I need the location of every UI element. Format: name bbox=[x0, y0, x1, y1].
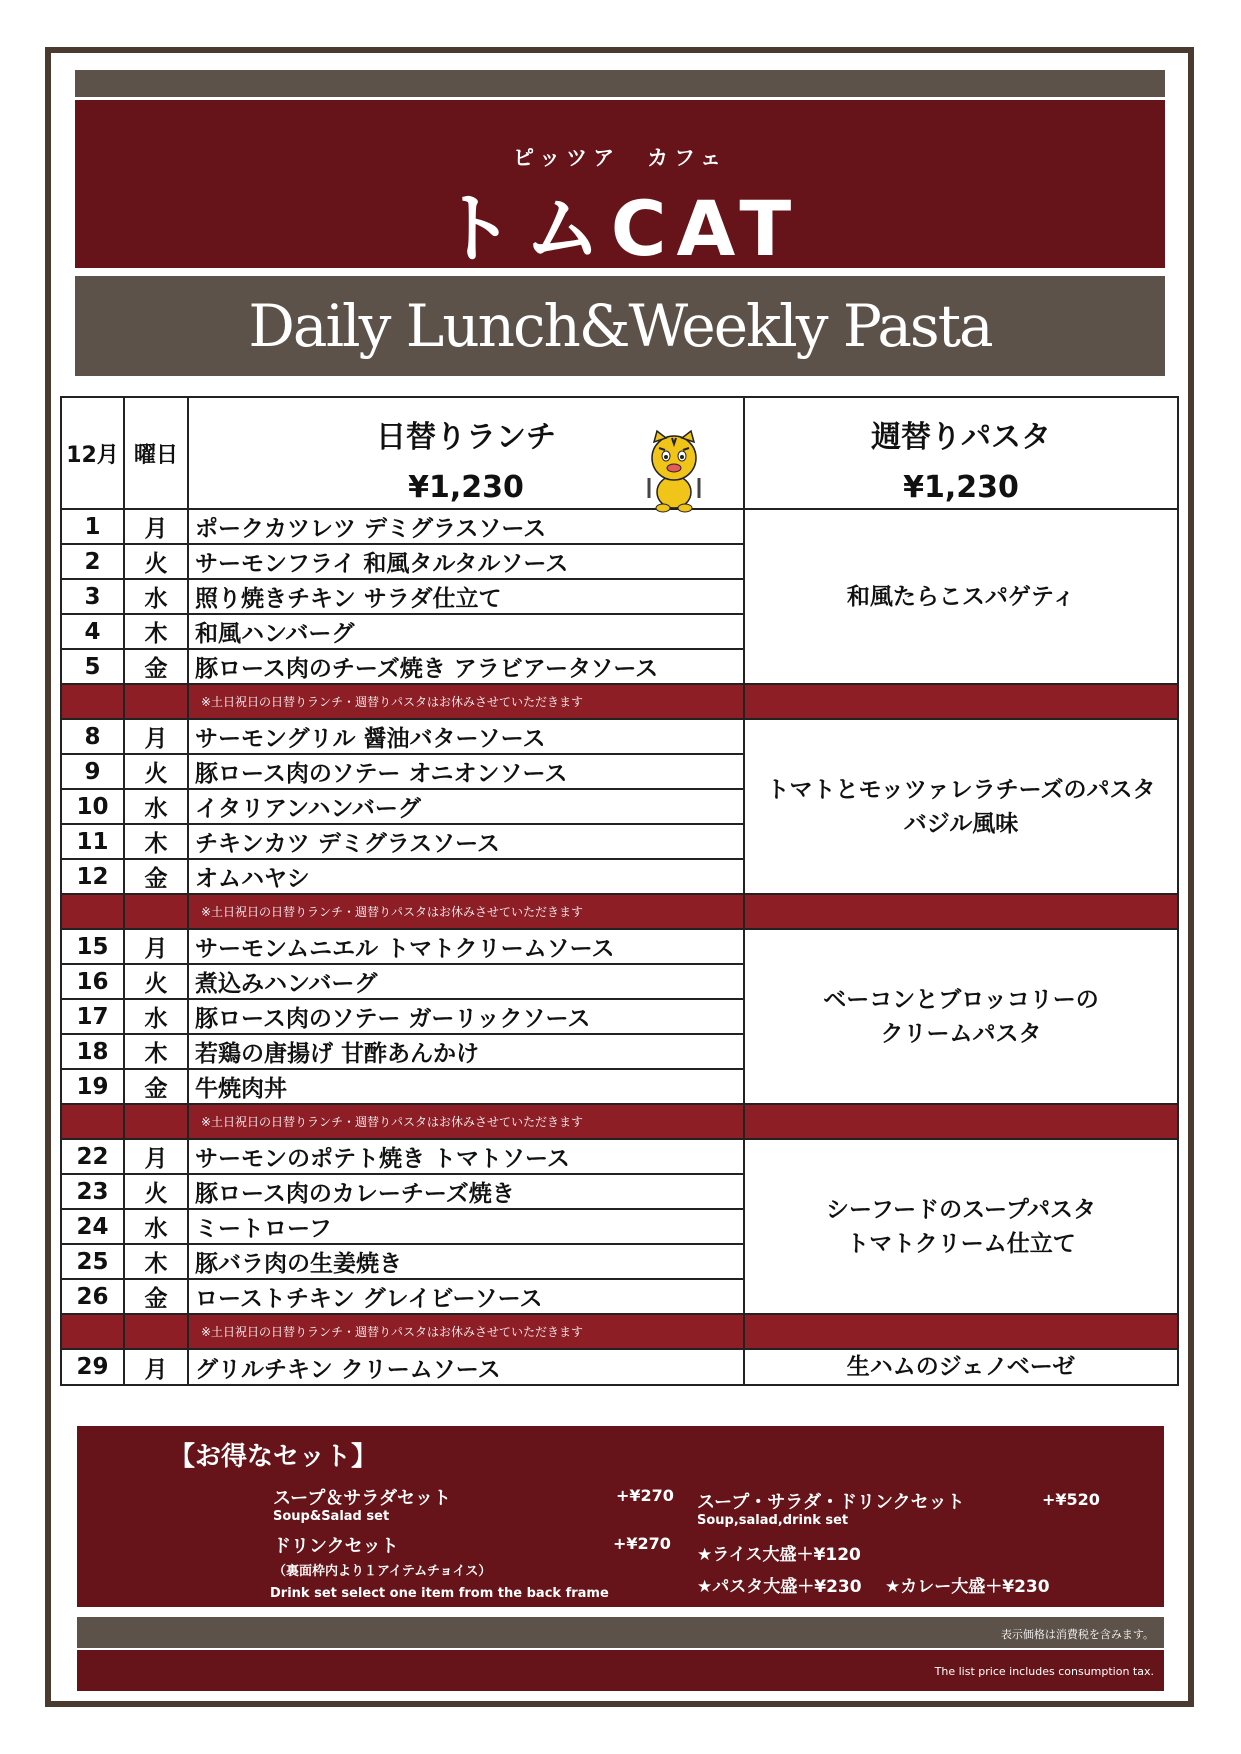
curry-large-option: ★カレー大盛＋¥230 bbox=[885, 1577, 1050, 1597]
day-weekday: 月 bbox=[124, 719, 188, 754]
daily-lunch-dish: サーモンフライ 和風タルタルソース bbox=[188, 544, 744, 579]
weekly-pasta-cell bbox=[744, 719, 1178, 894]
day-date: 24 bbox=[61, 1209, 124, 1244]
tiger-mascot-icon bbox=[639, 428, 709, 514]
month-header: 12月 bbox=[61, 397, 124, 509]
weekend-closed-row bbox=[61, 684, 1178, 719]
soup-salad-set-price: +¥270 bbox=[616, 1486, 674, 1505]
footer-bar-bottom bbox=[77, 1650, 1164, 1691]
daily-lunch-header bbox=[188, 397, 744, 509]
weekly-pasta-line: 和風たらこスパゲティ bbox=[846, 583, 1076, 610]
weekly-pasta-line: シーフードのスープパスタ bbox=[825, 1196, 1097, 1223]
day-date: 22 bbox=[61, 1139, 124, 1174]
separator-cell bbox=[61, 1104, 124, 1139]
weekly-pasta-line: クリームパスタ bbox=[880, 1020, 1042, 1047]
day-weekday: 月 bbox=[124, 509, 188, 544]
set-heading: 【お得なセット】 bbox=[169, 1442, 378, 1472]
daily-lunch-dish: オムハヤシ bbox=[188, 859, 744, 894]
weekly-pasta-line: トマトとモッツァレラチーズのパスタ bbox=[766, 776, 1156, 803]
pasta-large-option: ★パスタ大盛＋¥230 bbox=[697, 1577, 862, 1597]
separator-cell bbox=[124, 894, 188, 929]
day-date: 29 bbox=[61, 1349, 124, 1385]
daily-lunch-dish: サーモンのポテト焼き トマトソース bbox=[188, 1139, 744, 1174]
weekend-closed-note: ※土日祝日の日替りランチ・週替りパスタはお休みさせていただきます bbox=[188, 894, 744, 929]
daily-lunch-dish: 豚ロース肉のソテー オニオンソース bbox=[188, 754, 744, 789]
separator-cell bbox=[124, 1104, 188, 1139]
daily-lunch-dish: 豚ロース肉のカレーチーズ焼き bbox=[188, 1174, 744, 1209]
daily-lunch-dish: 照り焼きチキン サラダ仕立て bbox=[188, 579, 744, 614]
soup-salad-set-name: スープ＆サラダセット bbox=[273, 1488, 452, 1509]
weekly-pasta-cell bbox=[744, 509, 1178, 684]
table-row bbox=[61, 509, 1178, 544]
day-date: 16 bbox=[61, 964, 124, 999]
tax-note-jp: 表示価格は消費税を含みます。 bbox=[1000, 1628, 1154, 1641]
set-menu-box bbox=[77, 1426, 1164, 1607]
daily-lunch-dish: 豚ロース肉のチーズ焼き アラビアータソース bbox=[188, 649, 744, 684]
table-row bbox=[61, 1139, 1178, 1174]
daily-lunch-dish: 牛焼肉丼 bbox=[188, 1069, 744, 1104]
day-date: 1 bbox=[61, 509, 124, 544]
day-weekday: 金 bbox=[124, 1279, 188, 1314]
daily-lunch-dish: 煮込みハンバーグ bbox=[188, 964, 744, 999]
weekly-pasta-header bbox=[744, 397, 1178, 509]
separator-cell bbox=[61, 894, 124, 929]
day-weekday: 金 bbox=[124, 859, 188, 894]
day-weekday: 金 bbox=[124, 1069, 188, 1104]
separator-cell bbox=[744, 894, 1178, 929]
drink-set-note: （裏面枠内より１アイテムチョイス） bbox=[273, 1564, 492, 1579]
weekend-closed-note: ※土日祝日の日替りランチ・週替りパスタはお休みさせていただきます bbox=[188, 684, 744, 719]
table-row bbox=[61, 929, 1178, 964]
day-date: 5 bbox=[61, 649, 124, 684]
table-header-row bbox=[61, 397, 1178, 509]
separator-cell bbox=[124, 1314, 188, 1349]
day-weekday: 木 bbox=[124, 1034, 188, 1069]
weekly-pasta-line: 生ハムのジェノベーゼ bbox=[846, 1354, 1076, 1380]
daily-lunch-price: ¥1,230 bbox=[408, 469, 524, 505]
day-weekday: 木 bbox=[124, 614, 188, 649]
day-weekday: 月 bbox=[124, 929, 188, 964]
daily-lunch-dish: イタリアンハンバーグ bbox=[188, 789, 744, 824]
table-row bbox=[61, 719, 1178, 754]
table-row bbox=[61, 1349, 1178, 1385]
top-bar bbox=[75, 70, 1165, 97]
day-weekday: 火 bbox=[124, 964, 188, 999]
footer-bar-top bbox=[77, 1617, 1164, 1648]
drink-set-price: +¥270 bbox=[613, 1534, 671, 1553]
daily-lunch-dish: サーモングリル 醤油バターソース bbox=[188, 719, 744, 754]
rice-large-option: ★ライス大盛＋¥120 bbox=[697, 1545, 861, 1565]
day-date: 4 bbox=[61, 614, 124, 649]
weekly-pasta-cell bbox=[744, 1349, 1178, 1385]
weekend-closed-row bbox=[61, 1104, 1178, 1139]
day-weekday: 水 bbox=[124, 999, 188, 1034]
daily-lunch-dish: サーモンムニエル トマトクリームソース bbox=[188, 929, 744, 964]
soup-salad-set-en: Soup&Salad set bbox=[273, 1509, 390, 1524]
day-date: 10 bbox=[61, 789, 124, 824]
day-date: 18 bbox=[61, 1034, 124, 1069]
shop-logo-title: トムCAT bbox=[438, 184, 802, 273]
separator-cell bbox=[61, 684, 124, 719]
day-date: 12 bbox=[61, 859, 124, 894]
weekend-closed-note: ※土日祝日の日替りランチ・週替りパスタはお休みさせていただきます bbox=[188, 1314, 744, 1349]
weekly-pasta-line: バジル風味 bbox=[903, 810, 1019, 837]
weekly-pasta-line: トマトクリーム仕立て bbox=[846, 1230, 1076, 1257]
daily-lunch-dish: ローストチキン グレイビーソース bbox=[188, 1279, 744, 1314]
daily-lunch-dish: 豚ロース肉のソテー ガーリックソース bbox=[188, 999, 744, 1034]
separator-cell bbox=[744, 684, 1178, 719]
weekday-header: 曜日 bbox=[124, 397, 188, 509]
day-weekday: 金 bbox=[124, 649, 188, 684]
day-date: 3 bbox=[61, 579, 124, 614]
daily-lunch-dish: 若鶏の唐揚げ 甘酢あんかけ bbox=[188, 1034, 744, 1069]
title-banner bbox=[75, 100, 1165, 273]
day-date: 15 bbox=[61, 929, 124, 964]
daily-lunch-dish: 豚バラ肉の生姜焼き bbox=[188, 1244, 744, 1279]
day-date: 26 bbox=[61, 1279, 124, 1314]
day-date: 17 bbox=[61, 999, 124, 1034]
drink-set-name: ドリンクセット bbox=[273, 1536, 399, 1557]
day-weekday: 月 bbox=[124, 1139, 188, 1174]
separator-cell bbox=[124, 684, 188, 719]
weekly-pasta-cell bbox=[744, 1139, 1178, 1314]
day-weekday: 月 bbox=[124, 1349, 188, 1385]
weekend-closed-row bbox=[61, 894, 1178, 929]
day-date: 23 bbox=[61, 1174, 124, 1209]
full-set-name: スープ・サラダ・ドリンクセット bbox=[697, 1492, 965, 1513]
separator-cell bbox=[61, 1314, 124, 1349]
weekly-pasta-line: ベーコンとブロッコリーの bbox=[823, 986, 1099, 1013]
day-date: 19 bbox=[61, 1069, 124, 1104]
day-weekday: 木 bbox=[124, 1244, 188, 1279]
day-weekday: 水 bbox=[124, 579, 188, 614]
separator-cell bbox=[744, 1104, 1178, 1139]
daily-lunch-dish: ポークカツレツ デミグラスソース bbox=[188, 509, 744, 544]
daily-lunch-dish: ミートローフ bbox=[188, 1209, 744, 1244]
day-weekday: 水 bbox=[124, 1209, 188, 1244]
full-set-price: +¥520 bbox=[1042, 1490, 1100, 1509]
day-date: 2 bbox=[61, 544, 124, 579]
day-weekday: 火 bbox=[124, 754, 188, 789]
day-weekday: 木 bbox=[124, 824, 188, 859]
day-weekday: 火 bbox=[124, 544, 188, 579]
day-weekday: 火 bbox=[124, 1174, 188, 1209]
day-date: 9 bbox=[61, 754, 124, 789]
drink-set-en: Drink set select one item from the back frame bbox=[270, 1586, 609, 1601]
day-weekday: 水 bbox=[124, 789, 188, 824]
weekend-closed-note: ※土日祝日の日替りランチ・週替りパスタはお休みさせていただきます bbox=[188, 1104, 744, 1139]
separator-cell bbox=[744, 1314, 1178, 1349]
weekly-pasta-title: 週替りパスタ bbox=[871, 419, 1051, 455]
tax-note-en: The list price includes consumption tax. bbox=[934, 1665, 1154, 1678]
page-title: Daily Lunch&Weekly Pasta bbox=[75, 276, 1165, 376]
weekly-pasta-price: ¥1,230 bbox=[903, 469, 1019, 505]
daily-lunch-title: 日替りランチ bbox=[376, 419, 556, 455]
shop-subtitle: ピッツア カフェ bbox=[512, 146, 728, 170]
day-date: 8 bbox=[61, 719, 124, 754]
daily-lunch-dish: チキンカツ デミグラスソース bbox=[188, 824, 744, 859]
day-date: 11 bbox=[61, 824, 124, 859]
day-date: 25 bbox=[61, 1244, 124, 1279]
daily-lunch-dish: 和風ハンバーグ bbox=[188, 614, 744, 649]
weekend-closed-row bbox=[61, 1314, 1178, 1349]
weekly-pasta-cell bbox=[744, 929, 1178, 1104]
daily-lunch-dish: グリルチキン クリームソース bbox=[188, 1349, 744, 1385]
full-set-en: Soup,salad,drink set bbox=[697, 1513, 849, 1528]
menu-table bbox=[60, 396, 1179, 1386]
